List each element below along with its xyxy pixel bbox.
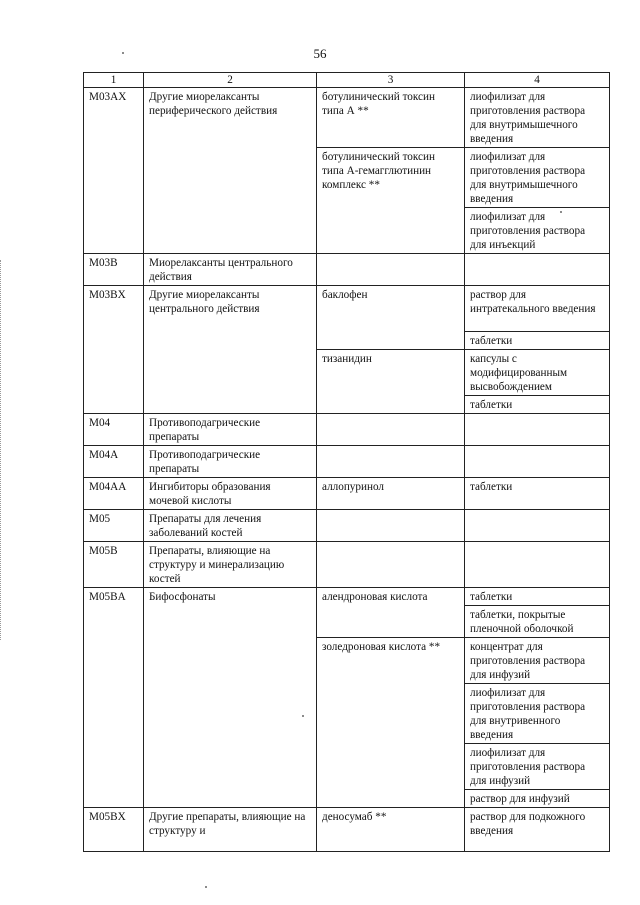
dosage-form-cell	[465, 414, 610, 446]
dosage-form-cell	[465, 254, 610, 286]
atc-code-cell: M05BX	[84, 808, 144, 852]
scan-speck	[122, 52, 124, 54]
scan-speck	[560, 211, 562, 213]
drug-name-cell: баклофен	[317, 286, 465, 350]
dosage-form-cell: таблетки	[465, 332, 610, 350]
dosage-form-cell	[465, 510, 610, 542]
table-row	[84, 542, 610, 588]
dosage-form-cell: лиофилизат для приготовления раствора для инъекций	[465, 208, 610, 254]
dosage-form-cell: раствор для интратекального введения	[465, 286, 610, 332]
drug-name-cell	[317, 254, 465, 286]
atc-code-cell: M05	[84, 510, 144, 542]
drug-name-cell: аллопуринол	[317, 478, 465, 510]
drug-name-cell: ботулинический токсин типа А **	[317, 88, 465, 148]
drug-name-cell	[317, 542, 465, 588]
drug-name-cell: тизанидин	[317, 350, 465, 414]
dosage-form-cell: таблетки	[465, 478, 610, 510]
dosage-form-cell	[465, 446, 610, 478]
pharmacological-group-cell: Препараты, влияющие на структуру и минерализацию костей	[144, 542, 317, 588]
pharmacological-group-cell: Бифосфонаты	[144, 588, 317, 808]
drug-name-cell: деносумаб **	[317, 808, 465, 852]
atc-code-cell: M03BX	[84, 286, 144, 414]
scan-edge-marks	[0, 260, 3, 640]
dosage-form-cell: концентрат для приготовления раствора для инфузий	[465, 638, 610, 684]
pharmacological-group-cell: Ингибиторы образования мочевой кислоты	[144, 478, 317, 510]
dosage-form-cell: таблетки, покрытые пленочной оболочкой	[465, 606, 610, 638]
table-row	[84, 808, 610, 852]
column-number-1: 1	[84, 73, 144, 88]
pharmacological-group-cell: Противоподагрические препараты	[144, 414, 317, 446]
dosage-form-cell: лиофилизат для приготовления раствора для внутримышечного введения	[465, 88, 610, 148]
table-row	[84, 588, 610, 606]
pharmacological-group-cell: Другие миорелаксанты периферического действия	[144, 88, 317, 254]
dosage-form-cell	[465, 542, 610, 588]
drug-name-cell: золедроновая кислота **	[317, 638, 465, 808]
drug-name-cell: алендроновая кислота	[317, 588, 465, 638]
column-number-4: 4	[465, 73, 610, 88]
atc-code-cell: M05BA	[84, 588, 144, 808]
pharmacological-group-cell: Миорелаксанты центрального действия	[144, 254, 317, 286]
atc-code-cell: M04A	[84, 446, 144, 478]
page-number: 56	[313, 46, 327, 61]
table-row	[84, 286, 610, 332]
table-row	[84, 414, 610, 446]
drug-name-cell: ботулинический токсин типа А-гемагглютинин комплекс **	[317, 148, 465, 254]
table-row	[84, 510, 610, 542]
table-header-row	[84, 73, 610, 88]
dosage-form-cell: таблетки	[465, 588, 610, 606]
atc-code-cell: M05B	[84, 542, 144, 588]
atc-code-cell: M03AX	[84, 88, 144, 254]
drug-name-cell	[317, 510, 465, 542]
pharmacological-group-cell: Препараты для лечения заболеваний костей	[144, 510, 317, 542]
dosage-form-cell: лиофилизат для приготовления раствора для внутривенного введения	[465, 684, 610, 744]
dosage-form-cell: лиофилизат для приготовления раствора для внутримышечного введения	[465, 148, 610, 208]
scan-speck	[302, 715, 304, 717]
drug-name-cell	[317, 414, 465, 446]
atc-code-cell: M04AA	[84, 478, 144, 510]
table-row	[84, 478, 610, 510]
pharmacological-group-cell: Противоподагрические препараты	[144, 446, 317, 478]
dosage-form-cell: лиофилизат для приготовления раствора для инфузий	[465, 744, 610, 790]
column-number-3: 3	[317, 73, 465, 88]
atc-code-cell: M03B	[84, 254, 144, 286]
column-number-2: 2	[144, 73, 317, 88]
scan-speck	[205, 886, 207, 888]
pharmacological-group-cell: Другие миорелаксанты центрального действия	[144, 286, 317, 414]
dosage-form-cell: капсулы с модифицированным высвобождением	[465, 350, 610, 396]
drug-table	[83, 72, 610, 852]
dosage-form-cell: таблетки	[465, 396, 610, 414]
atc-code-cell: M04	[84, 414, 144, 446]
dosage-form-cell: раствор для подкожного введения	[465, 808, 610, 852]
dosage-form-cell: раствор для инфузий	[465, 790, 610, 808]
pharmacological-group-cell: Другие препараты, влияющие на структуру и	[144, 808, 317, 852]
drug-name-cell	[317, 446, 465, 478]
table-row	[84, 88, 610, 148]
table-row	[84, 254, 610, 286]
table-row	[84, 446, 610, 478]
